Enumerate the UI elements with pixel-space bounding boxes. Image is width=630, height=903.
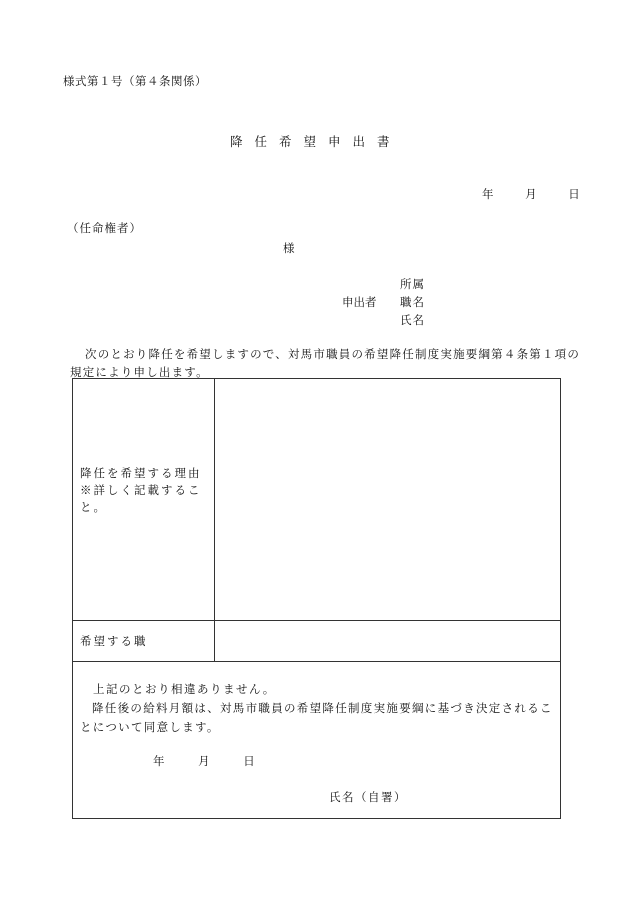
applicant-label: 申出者	[342, 295, 377, 309]
application-table	[72, 378, 561, 819]
document-title: 降任希望申出書	[230, 134, 402, 149]
appointing-authority-label: （任命権者）	[67, 221, 142, 235]
position-label: 職名	[400, 295, 425, 309]
desired-position-label: 希望する職	[80, 634, 148, 648]
salary-consent-statement: 降任後の給料月額は、対馬市職員の希望降任制度実施要綱に基づき決定されることについて同意します。	[80, 701, 553, 734]
confirmation-statement: 上記のとおり相違ありません。	[93, 682, 276, 696]
affiliation-label: 所属	[400, 277, 425, 291]
column-divider	[214, 379, 215, 661]
form-number: 様式第１号（第４条関係）	[63, 74, 207, 88]
reason-label: 降任を希望する理由 ※詳しく記載すること。	[80, 466, 202, 514]
consent-date: 年 月 日	[153, 754, 257, 768]
row-divider-1	[73, 620, 560, 621]
name-label: 氏名	[400, 313, 425, 327]
signature-label: 氏名（自署）	[329, 790, 407, 804]
honorific-sama: 様	[283, 241, 295, 255]
row-divider-2	[73, 661, 560, 662]
submission-date: 年 月 日	[482, 187, 580, 201]
intro-paragraph: 次のとおり降任を希望しますので、対馬市職員の希望降任制度実施要綱第４条第１項の規定により申し出ます。	[70, 347, 581, 379]
